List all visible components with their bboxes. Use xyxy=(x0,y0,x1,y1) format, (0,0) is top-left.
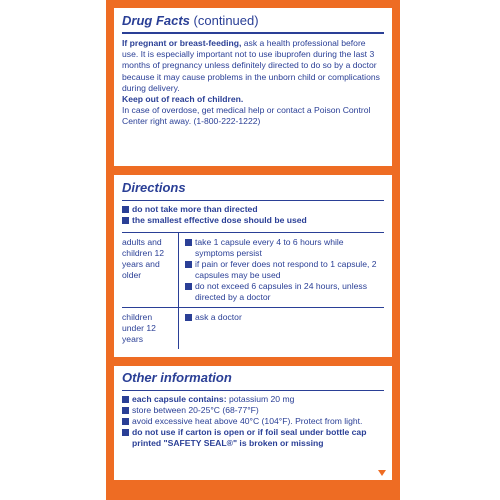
directions-bullets xyxy=(122,204,384,226)
age-group-cell: children under 12 years xyxy=(122,312,156,344)
square-bullet-icon xyxy=(185,261,192,268)
other-info-list xyxy=(122,394,384,449)
dosage-cell xyxy=(178,233,384,307)
square-bullet-icon xyxy=(122,407,129,414)
square-bullet-icon xyxy=(185,283,192,290)
directions-title: Directions xyxy=(122,180,186,195)
drug-facts-section xyxy=(114,8,392,166)
keep-out-warning: Keep out of reach of children. xyxy=(122,94,244,105)
dosage-item: do not exceed 6 capsules in 24 hours, unless directed by a doctor xyxy=(185,281,384,303)
drug-facts-title: Drug Facts xyxy=(122,13,190,28)
pregnancy-text: ask a health professional before use. It is especially important not to use ibuprofen during the last 3 months of pregnancy unless definitely directed to do so by a doctor because it may cause problems in the unborn child or complications during delivery. xyxy=(122,38,380,93)
dosage-item: take 1 capsule every 4 to 6 hours while symptoms persist xyxy=(185,237,384,259)
directions-divider xyxy=(122,200,384,201)
other-info-item: each capsule contains: potassium 20 mg xyxy=(122,394,384,405)
other-info-item: do not use if carton is open or if foil seal under bottle cap printed "SAFETY SEAL®" is broken or missing xyxy=(122,427,384,449)
pregnancy-warning xyxy=(122,38,384,94)
directions-table xyxy=(122,232,384,349)
heavy-divider xyxy=(122,32,384,34)
table-row xyxy=(122,233,384,307)
dosage-item: if pain or fever does not respond to 1 capsule, 2 capsules may be used xyxy=(185,259,384,281)
arrow-down-icon xyxy=(378,470,386,476)
drug-facts-continued: (continued) xyxy=(193,13,259,28)
directions-bullet: do not take more than directed xyxy=(122,204,384,215)
other-info-section xyxy=(114,366,392,480)
square-bullet-icon xyxy=(185,314,192,321)
table-row xyxy=(122,307,384,349)
drug-facts-heading xyxy=(122,12,384,30)
dosage-item: ask a doctor xyxy=(185,312,384,323)
square-bullet-icon xyxy=(122,429,129,436)
square-bullet-icon xyxy=(122,396,129,403)
other-info-divider xyxy=(122,390,384,391)
square-bullet-icon xyxy=(122,418,129,425)
pregnancy-bold: If pregnant or breast-feeding, xyxy=(122,38,242,48)
directions-bullet: the smallest effective dose should be used xyxy=(122,215,384,226)
other-info-item: avoid excessive heat above 40°C (104°F). Protect from light. xyxy=(122,416,384,427)
directions-section xyxy=(114,175,392,357)
directions-heading xyxy=(122,179,384,197)
square-bullet-icon xyxy=(122,217,129,224)
square-bullet-icon xyxy=(122,206,129,213)
dosage-cell xyxy=(178,308,384,349)
other-info-item: store between 20-25°C (68-77°F) xyxy=(122,405,384,416)
age-group-cell: adults and children 12 years and older xyxy=(122,237,165,280)
other-info-heading xyxy=(122,369,384,387)
overdose-text: In case of overdose, get medical help or contact a Poison Control Center right away. (1-800-222-1222) xyxy=(122,105,371,127)
square-bullet-icon xyxy=(185,239,192,246)
other-info-title: Other information xyxy=(122,370,232,385)
